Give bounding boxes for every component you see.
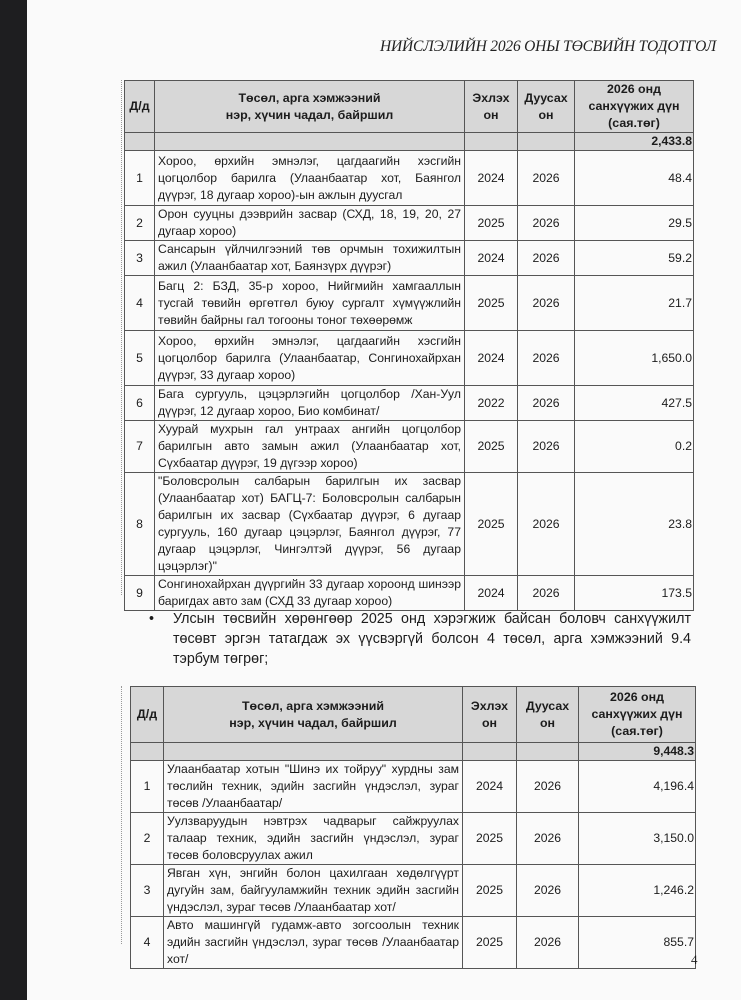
header-amount: 2026 онд санхүүжих дүн (сая.төг) <box>575 81 694 133</box>
row-name: Авто машингүй гудамж-авто зогсоолын техник эдийн засгийн үндэслэл, зураг төсөв /Улаанбаатар хот/ <box>164 917 463 969</box>
header-name: Төсөл, арга хэмжээний нэр, хүчин чадал, байршил <box>164 687 463 743</box>
row-number: 1 <box>131 761 164 813</box>
header-end: Дуусах он <box>518 81 575 133</box>
row-start-year: 2024 <box>463 761 517 813</box>
row-start-year: 2024 <box>465 576 518 611</box>
margin-dotted-line <box>121 80 122 595</box>
table-row <box>125 241 694 276</box>
header-start: Эхлэх он <box>465 81 518 133</box>
page-number: 4 <box>691 952 698 967</box>
table-row <box>125 421 694 473</box>
row-name: Сонгинохайрхан дүүргийн 33 дугаар хороонд шинээр баригдах авто зам (СХД 33 дугаар хороо) <box>155 576 465 611</box>
row-start-year: 2025 <box>465 421 518 473</box>
table-header-row <box>131 687 696 743</box>
row-number: 4 <box>125 276 155 331</box>
total-row <box>125 133 694 151</box>
row-start-year: 2025 <box>465 473 518 576</box>
table-row <box>125 473 694 576</box>
row-start-year: 2025 <box>463 813 517 865</box>
header-no: Д/д <box>131 687 164 743</box>
row-end-year: 2026 <box>518 331 575 386</box>
row-amount: 1,650.0 <box>575 331 694 386</box>
header-no: Д/д <box>125 81 155 133</box>
table-row <box>131 865 696 917</box>
page-header: НИЙСЛЭЛИЙН 2026 ОНЫ ТӨСВИЙН ТОДОТГОЛ <box>380 38 717 55</box>
row-start-year: 2024 <box>465 331 518 386</box>
row-end-year: 2026 <box>517 865 579 917</box>
row-amount: 48.4 <box>575 151 694 206</box>
row-amount: 23.8 <box>575 473 694 576</box>
row-name: Явган хүн, энгийн болон цахилгаан хөдөлгүүрт дугуйн зам, байгууламжийн техник эдийн засгийн үндэслэл, зураг төсөв /Улаанбаатар хот/ <box>164 865 463 917</box>
row-number: 5 <box>125 331 155 386</box>
row-name: Хуурай мухрын гал унтраах ангийн цогцолбор барилгын авто замын ажил (Улаанбаатар хот, Сүхбаатар дүүрэг, 19 дүгээр хороо) <box>155 421 465 473</box>
row-name: Орон сууцны дээврийн засвар (СХД, 18, 19, 20, 27 дугаар хороо) <box>155 206 465 241</box>
table-row <box>125 151 694 206</box>
row-start-year: 2024 <box>465 151 518 206</box>
table-row <box>125 206 694 241</box>
row-name: Хороо, өрхийн эмнэлэг, цагдаагийн хэсгийн цогцолбор барилга (Улаанбаатар, Сонгинохайрхан дүүрэг, 33 дугаар хороо) <box>155 331 465 386</box>
total-row <box>131 743 696 761</box>
row-number: 2 <box>125 206 155 241</box>
row-start-year: 2024 <box>465 241 518 276</box>
table-row <box>131 761 696 813</box>
row-end-year: 2026 <box>518 206 575 241</box>
projects-table-2 <box>130 686 696 969</box>
row-start-year: 2025 <box>463 865 517 917</box>
row-name: Багц 2: БЗД, 35-р хороо, Нийгмийн хамгааллын тусгай төвийн өргөтгөл буюу сургалт хүмүүжлийн төвийн байрны гал тогооны тоног төхөөрөмж <box>155 276 465 331</box>
table-row <box>131 917 696 969</box>
header-name: Төсөл, арга хэмжээний нэр, хүчин чадал, байршил <box>155 81 465 133</box>
margin-dotted-line <box>121 686 122 944</box>
row-amount: 1,246.2 <box>579 865 696 917</box>
row-number: 6 <box>125 386 155 421</box>
projects-table-1 <box>124 80 694 611</box>
row-number: 9 <box>125 576 155 611</box>
row-number: 3 <box>131 865 164 917</box>
row-name: Бага сургууль, цэцэрлэгийн цогцолбор /Хан-Уул дүүрэг, 12 дугаар хороо, Био комбинат/ <box>155 386 465 421</box>
row-number: 3 <box>125 241 155 276</box>
row-end-year: 2026 <box>518 386 575 421</box>
row-number: 4 <box>131 917 164 969</box>
header-end: Дуусах он <box>517 687 579 743</box>
row-end-year: 2026 <box>518 241 575 276</box>
row-name: Улаанбаатар хотын "Шинэ их тойруу" хурдны зам төслийн техник, эдийн засгийн үндэслэл, зураг төсөв /Улаанбаатар/ <box>164 761 463 813</box>
row-amount: 29.5 <box>575 206 694 241</box>
row-end-year: 2026 <box>518 276 575 331</box>
table-header-row <box>125 81 694 133</box>
row-start-year: 2025 <box>465 206 518 241</box>
row-number: 8 <box>125 473 155 576</box>
row-number: 2 <box>131 813 164 865</box>
row-start-year: 2025 <box>463 917 517 969</box>
bullet-icon: • <box>149 611 155 627</box>
row-amount: 427.5 <box>575 386 694 421</box>
row-name: Уулзваруудын нэвтрэх чадварыг сайжруулах талаар техник, эдийн засгийн үндэслэл, зураг төсөв боловсруулах ажил <box>164 813 463 865</box>
table-row <box>125 331 694 386</box>
row-amount: 3,150.0 <box>579 813 696 865</box>
row-end-year: 2026 <box>518 473 575 576</box>
viewer-side-strip <box>0 0 27 1000</box>
table-row <box>131 813 696 865</box>
row-amount: 4,196.4 <box>579 761 696 813</box>
row-amount: 173.5 <box>575 576 694 611</box>
table-row <box>125 576 694 611</box>
row-end-year: 2026 <box>518 421 575 473</box>
table-row <box>125 386 694 421</box>
row-amount: 21.7 <box>575 276 694 331</box>
row-end-year: 2026 <box>517 761 579 813</box>
row-end-year: 2026 <box>518 151 575 206</box>
row-amount: 0.2 <box>575 421 694 473</box>
row-end-year: 2026 <box>518 576 575 611</box>
row-end-year: 2026 <box>517 813 579 865</box>
row-amount: 855.7 <box>579 917 696 969</box>
row-number: 1 <box>125 151 155 206</box>
table-row <box>125 276 694 331</box>
row-name: "Боловсролын салбарын барилгын их засвар (Улаанбаатар хот) БАГЦ-7: Боловсролын салбарын барилгын их засвар (Сүхбаатар дүүрэг, 6 дугаар сургууль, 160 дугаар цэцэрлэг, Баянгол дүүрэг, 77 дугаар цэцэрлэг, Чингэлтэй дүүрэг, 56 дугаар цэцэрлэг)" <box>155 473 465 576</box>
row-start-year: 2025 <box>465 276 518 331</box>
row-name: Хороо, өрхийн эмнэлэг, цагдаагийн хэсгийн цогцолбор барилга (Улаанбаатар хот, Баянгол дүүрэг, 18 дугаар хороо)-ын ажлын дуусгал <box>155 151 465 206</box>
total-amount: 9,448.3 <box>579 743 696 761</box>
row-name: Сансарын үйлчилгээний төв орчмын тохижилтын ажил (Улаанбаатар хот, Баянзүрх дүүрэг) <box>155 241 465 276</box>
header-start: Эхлэх он <box>463 687 517 743</box>
row-amount: 59.2 <box>575 241 694 276</box>
row-number: 7 <box>125 421 155 473</box>
row-end-year: 2026 <box>517 917 579 969</box>
header-amount: 2026 онд санхүүжих дүн (сая.төг) <box>579 687 696 743</box>
bullet-text: Улсын төсвийн хөрөнгөөр 2025 онд хэрэгжиж байсан боловч санхүүжилт төсөвт эргэн татагдаж эх үүсвэргүй болсон 4 төсөл, арга хэмжээний 9.4 тэрбум төгрөг; <box>173 611 691 667</box>
total-amount: 2,433.8 <box>575 133 694 151</box>
bullet-paragraph <box>149 609 691 669</box>
row-start-year: 2022 <box>465 386 518 421</box>
